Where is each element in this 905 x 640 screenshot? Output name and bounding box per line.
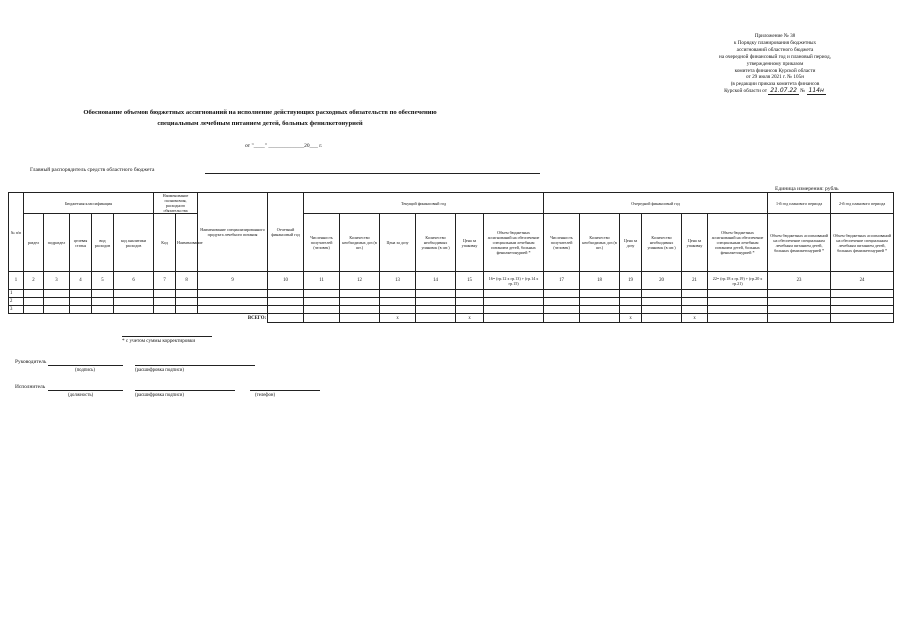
col-header-npa-name: Наименование <box>176 214 198 272</box>
appendix-line: (в редакции приказа комитета финансов <box>730 81 820 88</box>
col-header-target-article: целевая статья <box>70 214 92 272</box>
head-name-line <box>135 365 255 366</box>
units-label: Единица измерения: рубль <box>775 186 839 192</box>
col-number: 18 <box>580 272 620 290</box>
x-mark: х <box>380 314 416 323</box>
appendix-line: ассигнований областного бюджета <box>736 46 814 53</box>
col-header-current-recipients: Численность получателей (человек) <box>304 214 340 272</box>
appendix-line: к Порядку планирования бюджетных <box>733 39 817 46</box>
appendix-line: от 29 июля 2021 г. № 105н <box>746 74 804 81</box>
executor-position-line <box>48 390 123 391</box>
col-header-current-packs: Количество необходимых упаковок (в шт.) <box>416 214 456 272</box>
executor-name-line <box>135 390 235 391</box>
col-number: 23 <box>768 272 831 290</box>
executor-phone-line <box>250 390 320 391</box>
row-number: 2 <box>9 298 24 306</box>
col-number: 12 <box>340 272 380 290</box>
number-sign: № <box>800 88 806 95</box>
x-mark: х <box>682 314 708 323</box>
col-number: 3 <box>44 272 70 290</box>
col-number: 24 <box>831 272 894 290</box>
calculation-table <box>8 192 894 323</box>
table-row <box>9 298 894 306</box>
x-mark: х <box>456 314 484 323</box>
row-number: 3 <box>9 306 24 314</box>
executor-sub-name: (расшифровка подписи) <box>135 393 184 398</box>
col-number: 8 <box>176 272 198 290</box>
handwritten-date: 21.07.22 <box>770 87 797 95</box>
col-number: 2 <box>24 272 44 290</box>
col-number: 13 <box>380 272 416 290</box>
col-header-analytics-code: код аналитики расходов <box>114 214 154 272</box>
title-line-1: Обоснование объемов бюджетных ассигнований на исполнение действующих расходных обязательств по обеспечению <box>83 109 437 116</box>
col-header-subsection: подраздел <box>44 214 70 272</box>
appendix-edit-line <box>690 88 860 95</box>
col-number: 7 <box>154 272 176 290</box>
appendix-line: утвержденному приказом <box>746 60 804 67</box>
col-number: 4 <box>70 272 92 290</box>
table-row <box>9 306 894 314</box>
head-label: Руководитель <box>15 359 47 365</box>
column-numbers-row <box>9 272 894 290</box>
appendix-edit-prefix: Курской области от <box>724 88 767 95</box>
footnote: * с учетом суммы корректировки <box>122 338 196 344</box>
col-number-formula: 16= (гр.12 х гр.13) + (гр.14 х гр.15) <box>484 272 544 290</box>
head-signature-line <box>48 365 123 366</box>
col-header-next-pack-price: Цена за упаковку <box>682 214 708 272</box>
head-sub-name: (расшифровка подписи) <box>135 368 184 373</box>
col-header-plan2-amount: Объем бюджетных ассигнований на обеспечение специальным лечебным питанием детей, больных фенилкетонурией * <box>831 214 894 272</box>
col-header-next-recipients: Численность получателей (человек) <box>544 214 580 272</box>
col-header-current-dose-price: Цена за дозу <box>380 214 416 272</box>
grbs-field-line <box>205 173 540 174</box>
total-row <box>9 314 894 323</box>
row-number: 1 <box>9 290 24 298</box>
col-number: 19 <box>620 272 642 290</box>
col-header-npa-code: Код <box>154 214 176 272</box>
col-number: 11 <box>304 272 340 290</box>
col-header-plan2: 2-й год планового периода <box>831 193 894 214</box>
col-number: 6 <box>114 272 154 290</box>
handwritten-number: 114н <box>808 87 824 95</box>
col-header-current-doses: Количество необходимых доз (в шт.) <box>340 214 380 272</box>
col-header-current-amount: Объем бюджетных ассигнований на обеспечение специальным лечебным питанием детей, больных фенилкетонурией * <box>484 214 544 272</box>
col-header-npa: Наименование полномочия, расходного обязательства <box>154 193 198 214</box>
grbs-label: Главный распорядитель средств областного бюджета <box>30 167 155 173</box>
head-sub-signature: (подпись) <box>75 368 95 373</box>
appendix-line: комитета финансов Курской области <box>734 67 816 74</box>
appendix-line: на очередной финансовый год и плановый период, <box>719 53 831 60</box>
col-header-next-year: Очередной финансовый год <box>544 193 768 214</box>
table-row <box>9 290 894 298</box>
footnote-separator <box>122 336 212 337</box>
col-header-budget-classification: Бюджетная классификация <box>24 193 154 214</box>
appendix-line: Приложение № 38 <box>754 33 796 39</box>
date-line: от "____" _____________20___ г. <box>245 143 323 149</box>
col-header-section: раздел <box>24 214 44 272</box>
col-header-plan1: 1-й год планового периода <box>768 193 831 214</box>
col-header-next-doses: Количество необходимых доз (в шт.) <box>580 214 620 272</box>
col-header-plan1-amount: Объем бюджетных ассигнований на обеспечение специальным лечебным питанием детей, больных фенилкетонурией * <box>768 214 831 272</box>
col-number: 9 <box>198 272 268 290</box>
col-header-next-dose-price: Цена за дозу <box>620 214 642 272</box>
col-header-next-amount: Объем бюджетных ассигнований на обеспечение специальным лечебным питанием детей, больных фенилкетонурией * <box>708 214 768 272</box>
x-mark: х <box>620 314 642 323</box>
col-header-report-year: Отчетный финансовый год <box>268 193 304 272</box>
col-header-expense-type: вид расходов <box>92 214 114 272</box>
col-header-next-packs: Количество необходимых упаковок (в шт.) <box>642 214 682 272</box>
col-number: 15 <box>456 272 484 290</box>
col-header-current-year: Текущий финансовый год <box>304 193 544 214</box>
executor-sub-phone: (телефон) <box>255 393 276 398</box>
col-number: 5 <box>92 272 114 290</box>
col-header-product: Наименование специализированного продукта лечебного питания <box>198 193 268 272</box>
executor-label: Исполнитель <box>15 384 46 390</box>
col-number: 17 <box>544 272 580 290</box>
col-header-number: № п/п <box>9 193 24 272</box>
col-number-formula: 22= (гр.18 х гр.19) + (гр.20 х гр.21) <box>708 272 768 290</box>
col-number: 20 <box>642 272 682 290</box>
col-number: 21 <box>682 272 708 290</box>
title-line-2: специальным лечебным питанием детей, больных фенилкетонурией <box>157 120 363 127</box>
col-number: 1 <box>9 272 24 290</box>
col-number: 10 <box>268 272 304 290</box>
total-label: ВСЕГО: <box>9 314 268 323</box>
document-title <box>40 107 480 129</box>
executor-sub-position: (должность) <box>68 393 94 398</box>
col-number: 14 <box>416 272 456 290</box>
col-header-current-pack-price: Цена за упаковку <box>456 214 484 272</box>
appendix-header <box>690 33 860 95</box>
